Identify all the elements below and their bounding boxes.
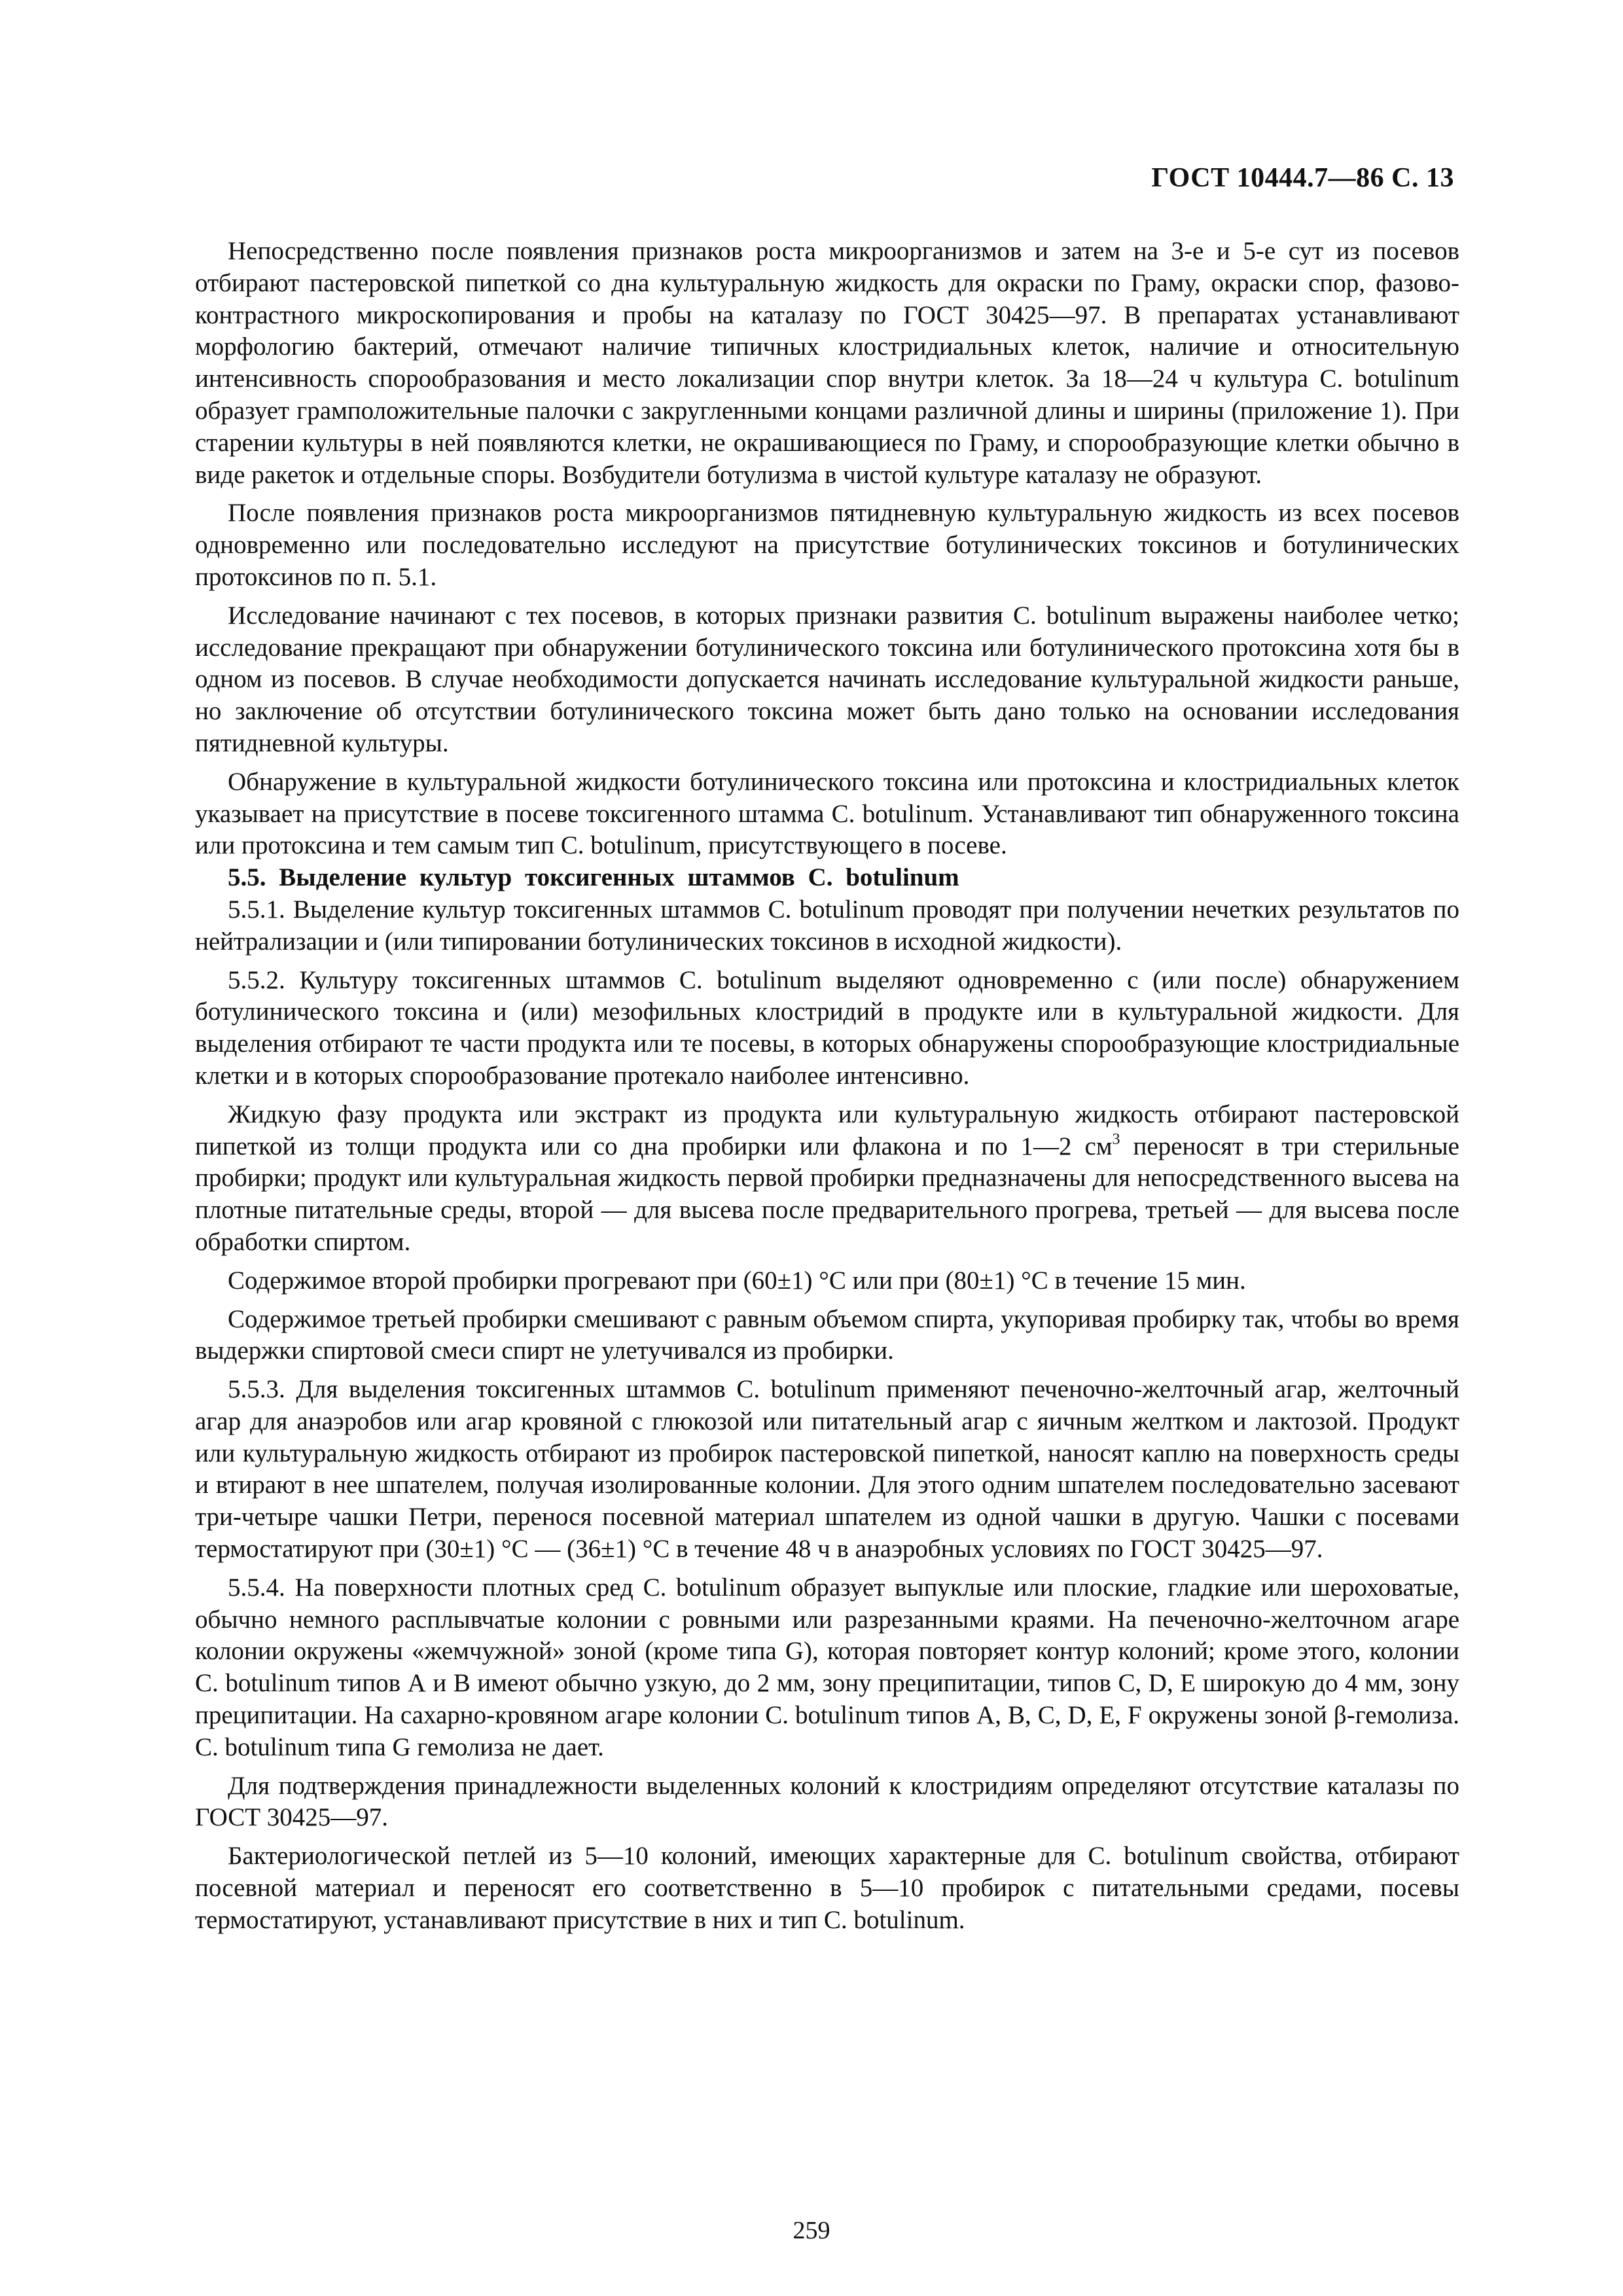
superscript: 3: [1112, 1130, 1120, 1148]
paragraph: Бактериологической петлей из 5—10 колоний, имеющих характерные для С. botulinum свойства, отбирают посевной материал и переносят его соответственно в 5—10 пробирок с питательными средами, посевы термостатируют, устанавливают присутствие в них и тип С. botulinum.: [195, 1842, 1459, 1934]
paragraph: После появления признаков роста микроорганизмов пятидневную культуральную жидкость из всех посевов одновременно или последовательно исследуют на присутствие ботулинических токсинов и ботулинических протоксинов по п. 5.1.: [195, 499, 1459, 591]
paragraph: Содержимое третьей пробирки смешивают с равным объемом спирта, укупоривая пробирку так, чтобы во время выдержки спиртовой смеси спирт не улетучивался из пробирки.: [195, 1304, 1459, 1365]
paragraph: Для подтверждения принадлежности выделенных колоний к клостридиям определяют отсутствие каталазы по ГОСТ 30425—97.: [195, 1771, 1459, 1832]
paragraph: [195, 1099, 1459, 1259]
section-heading: 5.5. Выделение культур токсигенных штаммов С. botulinum: [228, 863, 959, 892]
paragraph: 5.5.4. На поверхности плотных сред С. botulinum образует выпуклые или плоские, гладкие или шероховатые, обычно немного расплывчатые колонии с ровными или разрезанными краями. На печеночно-желточном агаре колонии окружены «жемчужной» зоной (кроме типа G), которая повторяет контур колоний; кроме этого, колонии С. botulinum типов А и В имеют обычно узкую, до 2 мм, зону преципитации, типов С, D, Е широкую до 4 мм, зону преципитации. На сахарно-кровяном агаре колонии С. botulinum типов А, В, С, D, Е, F окружены зоной β-гемолиза. С. botulinum типа G гемолиза не дает.: [195, 1573, 1459, 1761]
page-header: ГОСТ 10444.7—86 С. 13: [1151, 163, 1454, 193]
document-body: [195, 236, 1459, 1937]
paragraph: Непосредственно после появления признаков роста микроорганизмов и затем на 3-е и 5-е сут из посевов отбирают пастеровской пипеткой со дна культуральную жидкость для окраски по Граму, окраски спор, фазово-контрастного микроскопирования и пробы на каталазу по ГОСТ 30425—97. В препаратах устанавливают морфологию бактерий, отмечают наличие типичных клостридиальных клеток, наличие и относительную интенсивность спорообразования и место локализации спор внутри клеток. За 18—24 ч культура С. botulinum образует грамположительные палочки с закругленными концами различной длины и ширины (приложение 1). При старении культуры в ней появляются клетки, не окрашивающиеся по Граму, и спорообразующие клетки обычно в виде ракеток и отдельные споры. Возбудители ботулизма в чистой культуре каталазу не образуют.: [195, 237, 1459, 489]
paragraph-text: Жидкую фазу продукта или экстракт из продукта или культуральную жидкость отбирают пастеровской пипеткой из толщи продукта или со дна пробирки или флакона и по 1—2 см: [195, 1100, 1459, 1160]
paragraph: 5.5.1. Выделение культур токсигенных штаммов С. botulinum проводят при получении нечетких результатов по нейтрализации и (или типировании ботулинических токсинов в исходной жидкости).: [195, 895, 1459, 956]
paragraph: 5.5.3. Для выделения токсигенных штаммов С. botulinum применяют печеночно-желточный агар, желточный агар для анаэробов или агар кровяной с глюкозой или питательный агар с яичным желтком и лактозой. Продукт или культуральную жидкость отбирают из пробирок пастеровской пипеткой, наносят каплю на поверхность среды и втирают в нее шпателем, получая изолированные колонии. Для этого одним шпателем последовательно засевают три-четыре чашки Петри, перенося посевной материал шпателем из одной чашки в другую. Чашки с посевами термостатируют при (30±1) °С — (36±1) °С в течение 48 ч в анаэробных условиях по ГОСТ 30425—97.: [195, 1375, 1459, 1564]
paragraph: Исследование начинают с тех посевов, в которых признаки развития С. botulinum выражены наиболее четко; исследование прекращают при обнаружении ботулинического токсина или ботулинического протоксина хотя бы в одном из посевов. В случае необходимости допускается начинать исследование культуральной жидкости раньше, но заключение об отсутствии ботулинического токсина может быть дано только на основании исследования пятидневной культуры.: [195, 601, 1459, 757]
paragraph: 5.5.2. Культуру токсигенных штаммов С. botulinum выделяют одновременно с (или после) обнаружением ботулинического токсина и (или) мезофильных клостридий в продукте или в культуральной жидкости. Для выделения отбирают те части продукта или те посевы, в которых обнаружены спорообразующие клостридиальные клетки и в которых спорообразование протекало наиболее интенсивно.: [195, 965, 1459, 1090]
paragraph: Обнаружение в культуральной жидкости ботулинического токсина или протоксина и клостридиальных клеток указывает на присутствие в посеве токсигенного штамма С. botulinum. Устанавливают тип обнаруженного токсина или протоксина и тем самым тип С. botulinum, присутствующего в посеве.: [195, 767, 1459, 860]
page-number: 259: [793, 2217, 830, 2244]
paragraph: Содержимое второй пробирки прогревают при (60±1) °С или при (80±1) °С в течение 15 мин.: [228, 1266, 1246, 1295]
paragraph-text: переносят в три стерильные пробирки; продукт или культуральная жидкость первой пробирки предназначены для непосредственного высева на плотные питательные среды, второй — для высева после предварительного прогрева, третьей — для высева после обработки спиртом.: [195, 1132, 1459, 1256]
